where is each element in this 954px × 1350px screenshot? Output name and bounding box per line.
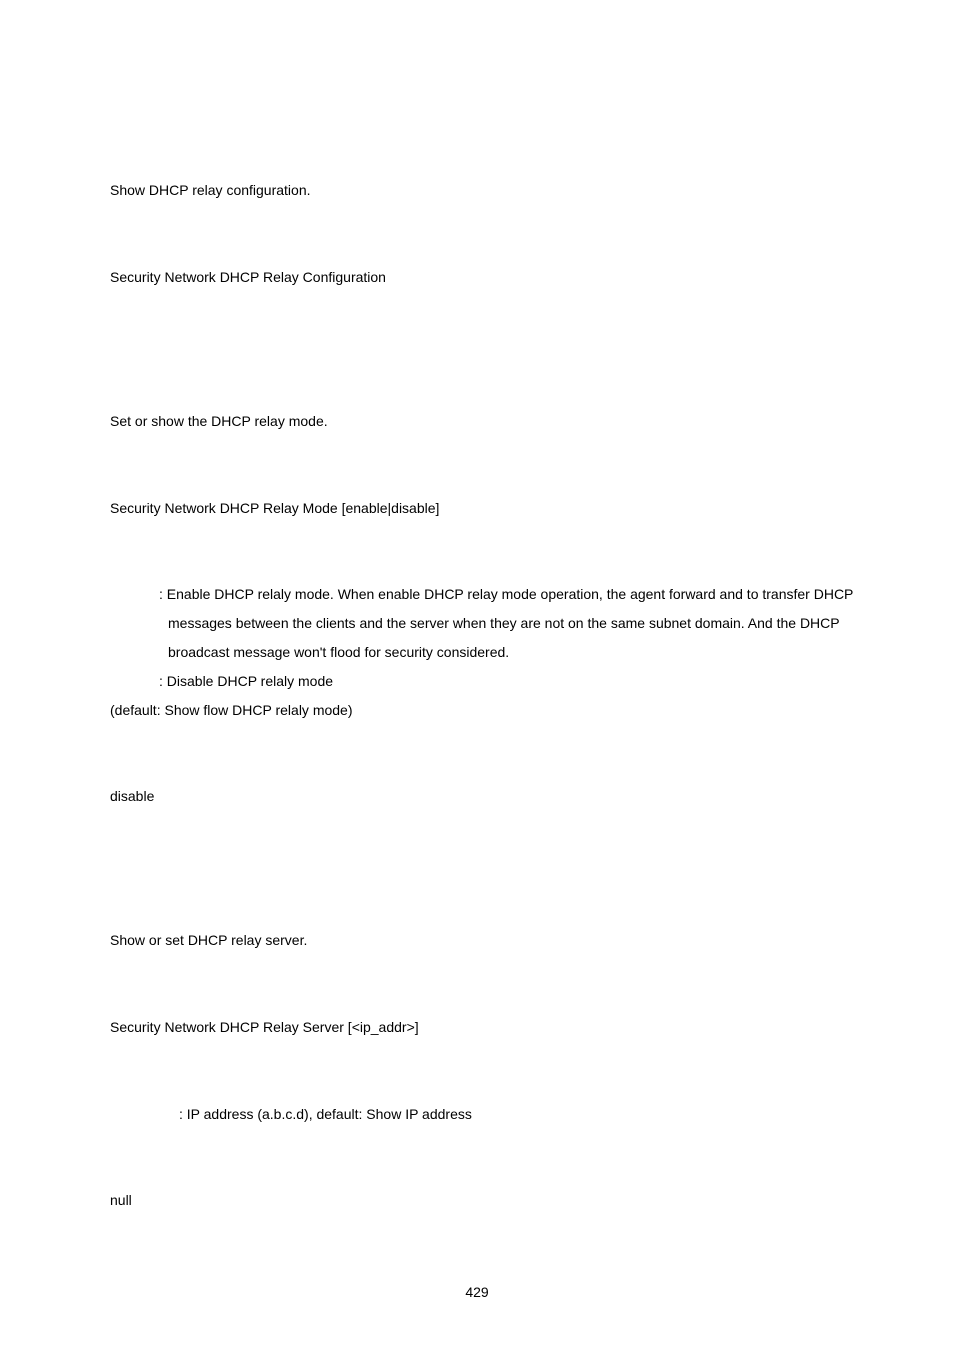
server-description: Show or set DHCP relay server. xyxy=(110,932,308,948)
mode-syntax: Security Network DHCP Relay Mode [enable|disable] xyxy=(110,500,440,516)
mode-param-enable-line2: messages between the clients and the server when they are not on the same subnet domain. And the DHCP xyxy=(168,615,840,631)
mode-description: Set or show the DHCP relay mode. xyxy=(110,413,328,429)
config-syntax: Security Network DHCP Relay Configuration xyxy=(110,269,386,285)
mode-default-value: disable xyxy=(110,788,155,804)
server-syntax: Security Network DHCP Relay Server [<ip_addr>] xyxy=(110,1019,419,1035)
mode-default-note: (default: Show flow DHCP relaly mode) xyxy=(110,702,353,718)
mode-param-enable-line1: : Enable DHCP relaly mode. When enable DHCP relay mode operation, the agent forward and to transfer DHCP xyxy=(159,586,854,602)
config-description: Show DHCP relay configuration. xyxy=(110,182,311,198)
server-param-ip: : IP address (a.b.c.d), default: Show IP address xyxy=(179,1106,472,1122)
server-default-value: null xyxy=(110,1192,132,1208)
mode-param-disable: : Disable DHCP relaly mode xyxy=(159,673,334,689)
mode-param-enable-line3: broadcast message won't flood for security considered. xyxy=(168,644,510,660)
page-number: 429 xyxy=(465,1284,489,1300)
